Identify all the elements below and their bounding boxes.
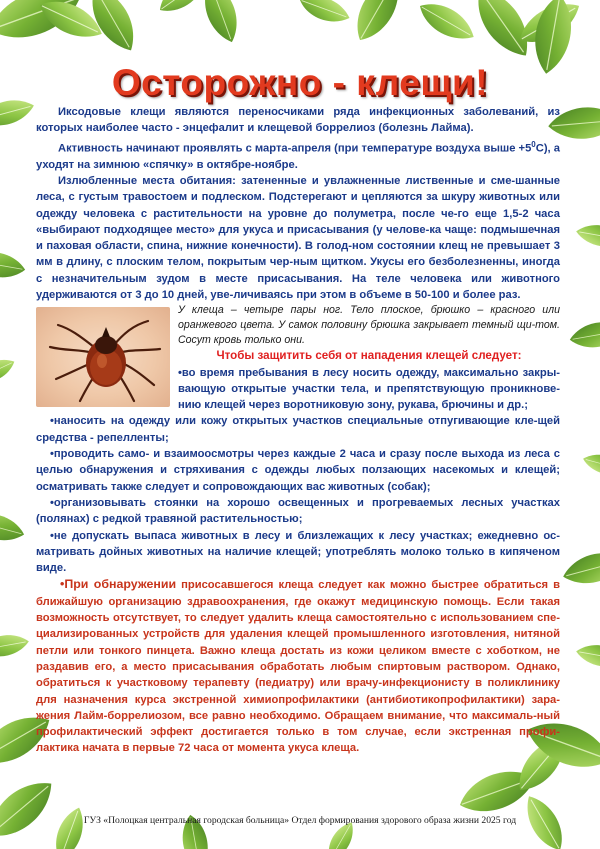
protection-item-5: •не допускать выпаса животных в лесу и близлежащих к лесу участках; ежедневно ос-матривать дойных животных на наличие клещей; употреблять молоко только в кипяченом виде.	[36, 529, 560, 575]
detection-lead: •При обнаружении	[60, 577, 177, 592]
tick-caption: У клеща – четыре пары ног. Тело плоское, брюшко – красного или оранжевого цвета. У самок половину брюшка закрывает темный щи-том. Сосут кровь только они.	[178, 304, 560, 347]
activity-text-end: С), а уходят на зимнюю «спячку» в октябре-ноябре.	[36, 142, 560, 171]
tick-info-block	[36, 303, 560, 413]
detection-paragraph	[36, 576, 560, 756]
habitat-paragraph: Излюбленные места обитания: затененные и увлажненные лиственные и сме-шанные леса, с густым травостоем и подлеском. Подстерегают и цепляются за шкуру животных или одежду человека с растительности на уровне до полуметра, после че-го еще 1,5-2 часа «выбирают подходящее место» для укуса и присасывания (у челове-ка чаще: подмышечная и паховая области, спина, нижние конечности). В голод-ном состоянии клещ не превышает 3 мм в длину, с плоским телом, покрытым чер-ным щитком. Укусы его безболезненны, иногда с незначительным зудом в месте присасывания. На теле человека или животного удерживаются от 3 до 10 дней, уве-личиваясь при этом в объеме в 50-100 и более раз.	[36, 174, 560, 301]
page-title: Осторожно - клещи!	[111, 62, 489, 103]
activity-text-start: Активность начинают проявлять с марта-апреля (при температуре воздуха выше +5	[58, 142, 532, 155]
intro-paragraph: Иксодовые клещи являются переносчиками ряда инфекционных заболеваний, из которых наиболее часто - энцефалит и клещевой боррелиоз (болезнь Лайма).	[36, 106, 560, 135]
detection-text: присосавшегося клеща следует как можно быстрее обратиться в ближайшую организацию здравоохранения, где окажут медицинскую помощь. Если такая возможность отсутствует, то следует удалить клеща самостоятельно с использованием спе-циализированных устройств для удаления клещей промышленного изготовления, нитяной петли или тонкого пинцета. Важно клеща достать из кожи целиком вместе с хоботком, не раздавив его, а место присасывания обработать любым спиртовым раствором. Однако, обратиться к участковому терапевту (педиатру) или врачу-инфекционисту в поликлинику для назначения курса экстренной химиопрофилактики (антибиотикопрофилактики) зара-жения Лайм-боррелиозом, все равно необходимо. Обращаем внимание, что максималь-ный профилактический эффект достигается только в том случае, если экстренная профи-лактика начата в первые 72 часа от момента укуса клеща.	[36, 579, 560, 755]
protection-heading: Чтобы защитить себя от нападения клещей следует:	[216, 349, 522, 363]
article-body	[36, 104, 560, 757]
footer-credits: ГУЗ «Полоцкая центральная городская больница» Отдел формирования здорового образа жизни 2025 год	[83, 815, 517, 826]
protection-item-4: •организовывать стоянки на хорошо освещенных и прогреваемых лесных участках (полянах) с редкой травяной растительностью;	[36, 496, 560, 526]
degree-superscript: 0	[531, 139, 536, 149]
protection-item-3: •проводить само- и взаимоосмотры через каждые 2 часа и сразу после выхода из леса с целью обнаружения и стряхивания с одежды любых ползающих насекомых и клещей; осматривать также следует и сопровождающих вас животных (собак);	[36, 448, 560, 493]
activity-paragraph	[36, 137, 560, 173]
tick-illustration	[36, 307, 170, 407]
tick-photo	[36, 307, 170, 407]
protection-item-1: •во время пребывания в лесу носить одежду, максимально закры-вающую открытые участки тела, и препятствующую проникнове-нию клещей через воротниковую зону, рукава, брючины и др.;	[178, 366, 560, 412]
protection-item-2: •наносить на одежду или кожу открытых участков специальные отпугивающие кле-щей средства - репелленты;	[36, 415, 560, 444]
